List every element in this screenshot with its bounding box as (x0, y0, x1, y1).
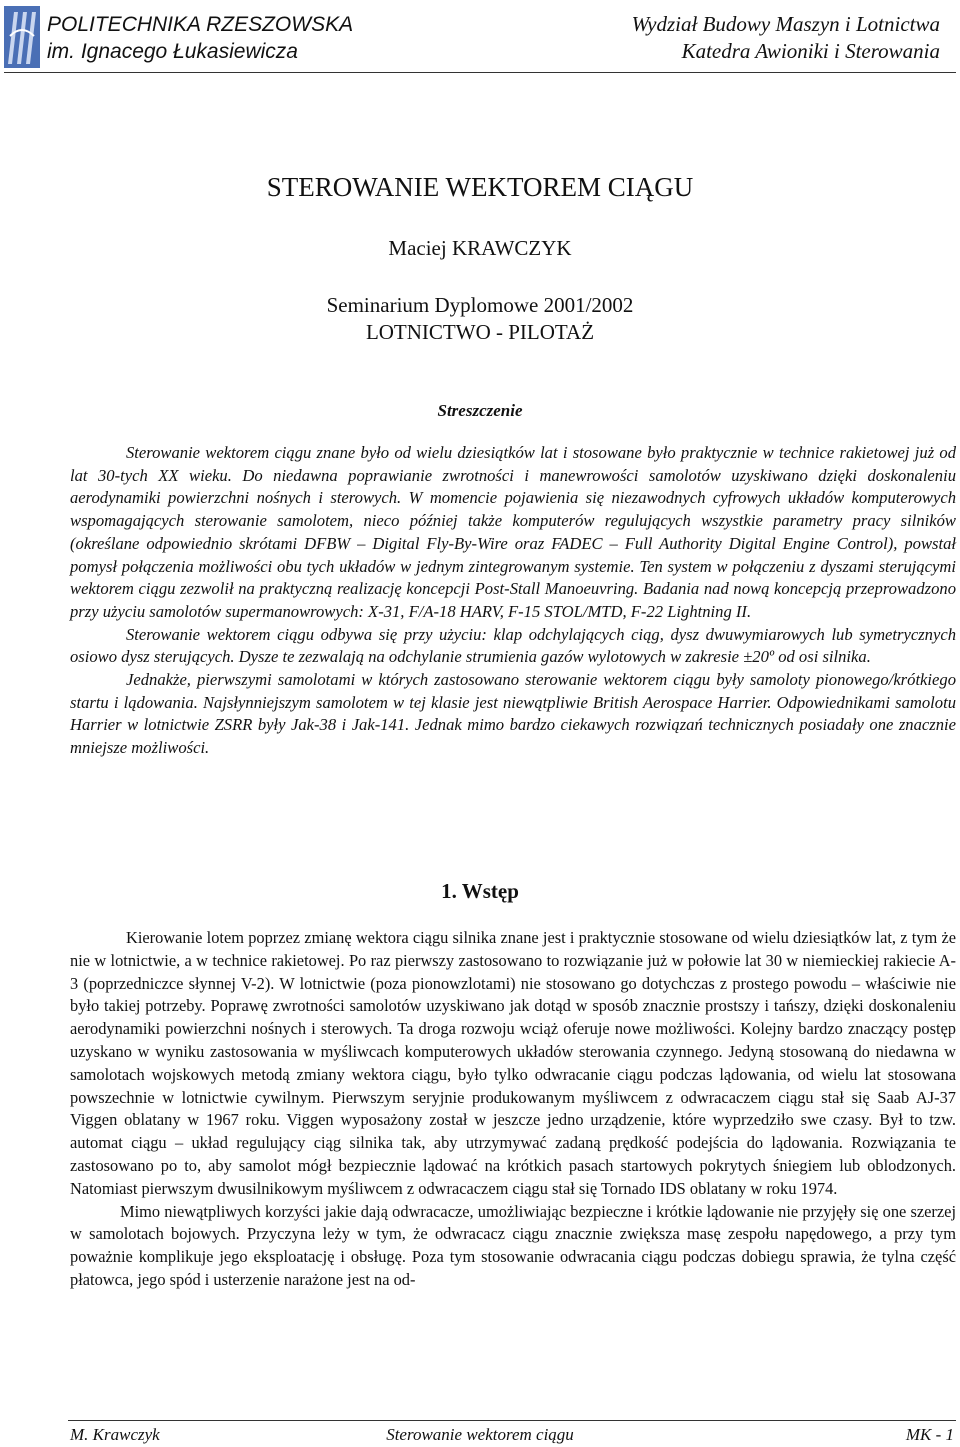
header-department (632, 11, 940, 65)
seminar-name: Seminarium Dyplomowe 2001/2002 (326, 293, 634, 317)
section-heading: 1. Wstęp (441, 879, 519, 903)
university-patron: im. Ignacego Łukasiewicza (47, 40, 298, 63)
university-logo-icon (4, 6, 40, 68)
footer-divider (68, 1420, 956, 1421)
abstract-paragraph: Jednakże, pierwszymi samolotami w których zastosowano sterowanie wektorem ciągu były samoloty pionowego/krótkiego startu i lądowania. Najsłynniejszym samolotem w tej klasie jest niewątpliwie British Aerospace Harrier. Odpowiednikami samolotu Harrier w lotnictwie ZSRR były Jak-38 i Jak-141. Jednak mimo bardzo ciekawych rozwiązań technicznych posiadały one znacznie mniejsze możliwości. (70, 670, 956, 758)
specialization-name: LOTNICTWO - PILOTAŻ (365, 320, 595, 344)
footer-author: M. Krawczyk (70, 1425, 160, 1444)
section-body (70, 927, 956, 1292)
body-paragraph: Kierowanie lotem poprzez zmianę wektora ciągu silnika znane jest i praktycznie stosowane od wielu dziesiątków lat, z tym że nie w lotnictwie, a w technice rakietowej. Po raz pierwszy zastosowano to rozwiązanie już w połowie lat 30 w niemieckiej rakiecie A-3 (poprzedniczce słynnej V-2). W lotnictwie (poza pionowzlotami) nie stosowano go dotychczas z prostego powodu – właściwie nie było takiej potrzeby. Poprawę zwrotności samolotów uzyskiwano jak dotąd w sposób znacznie prostszy i tańszy, dzięki doskonaleniu aerodynamiki powierzchni nośnych i sterowych. Ta droga rozwoju wciąż oferuje nowe możliwości. Kolejny bardzo znaczący postęp uzyskano w wyniku zastosowania w myśliwcach komputerowych układów sterowania czynnego. Jedyną stosowaną do niedawna w samolotach wojskowych metodą zmiany wektora ciągu, było tylko odwracanie ciągu podczas lądowania, od wielu lat stosowana powszechnie w lotnictwie cywilnym. Pierwszym seryjnie produkowanym myśliwcem z odwracaczem ciągu stał się Saab AJ-37 Viggen oblatany w 1967 roku. Viggen wyposażony został w jeszcze jedno urządzenie, które wyprzedziło swe czasy. Był to tzw. automat ciągu – układ regulujący ciąg silnika tak, aby utrzymywać zadaną prędkość podejścia do lądowania. Rozwiązania te zastosowano po to, aby samolot mógł bezpiecznie lądować na krótkich pasach startowych pokrytych śniegiem lub oblodzonych. Natomiast pierwszym dwusilnikowym myśliwcem z odwracaczem ciągu stał się Tornado IDS oblatany w roku 1974. (70, 928, 956, 1198)
paper-title: STEROWANIE WEKTOREM CIĄGU (266, 172, 694, 202)
seminar-info (70, 292, 890, 346)
header-university (47, 11, 353, 65)
footer-page-number: MK - 1 (905, 1425, 954, 1444)
abstract-paragraph: Sterowanie wektorem ciągu odbywa się przy użyciu: klap odchylających ciąg, dysz dwuwymiarowych lub symetrycznych osiowo dysz sterujących. Dysze te zezwalają na odchylanie strumienia gazów wylotowych w zakresie ±20º od osi silnika. (70, 624, 956, 667)
body-paragraph: Mimo niewątpliwych korzyści jakie dają odwracacze, umożliwiając bezpieczne i krótkie lądowanie nie przyjęły się one szerzej w samolotach bojowych. Przyczyna leży w tym, że odwracacz ciągu znacznie zwiększa masę zespołu napędowego, a przy tym poważnie komplikuje jego eksploatację i obsługę. Poza tym stosowanie odwracania ciągu podczas dobiegu sprawia, że tylna część płatowca, jego spód i usterzenie narażone jest na od- (70, 1201, 956, 1289)
footer-title: Sterowanie wektorem ciągu (386, 1425, 574, 1444)
abstract-paragraph: Sterowanie wektorem ciągu znane było od wielu dziesiątków lat i stosowane było praktycznie w technice rakietowej już od lat 30-tych XX wieku. Do niedawna poprawianie zwrotności i manewrowości samolotów uzyskiwano dzięki doskonaleniu aerodynamiki powierzchni nośnych i sterowych. W momencie pojawienia się niezawodnych cyfrowych układów komputerowych wspomagających sterowanie samolotem, nieco później także komputerów regulujących wszystkie parametry pracy silników (określane odpowiednio skrótami DFBW – Digital Fly-By-Wire oraz FADEC – Full Authority Digital Engine Control), powstał pomysł połączenia możliwości obu tych układów w jednym zintegrowanym systemie. Ten system w połączeniu z dyszami sterującymi wektorem ciągu zezwolił na praktyczną realizację koncepcji Post-Stall Manoeuvring. Badania nad nową koncepcją przeprowadzono przy użyciu samolotów supermanowrowych: X-31, F/A-18 HARV, F-15 STOL/MTD, F-22 Lightning II. (70, 443, 956, 621)
paper-author: Maciej KRAWCZYK (388, 236, 572, 260)
abstract-body (70, 442, 956, 760)
abstract-heading: Streszczenie (437, 401, 523, 420)
header-divider (4, 72, 956, 73)
university-name: POLITECHNIKA RZESZOWSKA (47, 13, 354, 36)
department-name: Katedra Awioniki i Sterowania (681, 39, 940, 63)
faculty-name: Wydział Budowy Maszyn i Lotnictwa (631, 12, 940, 36)
